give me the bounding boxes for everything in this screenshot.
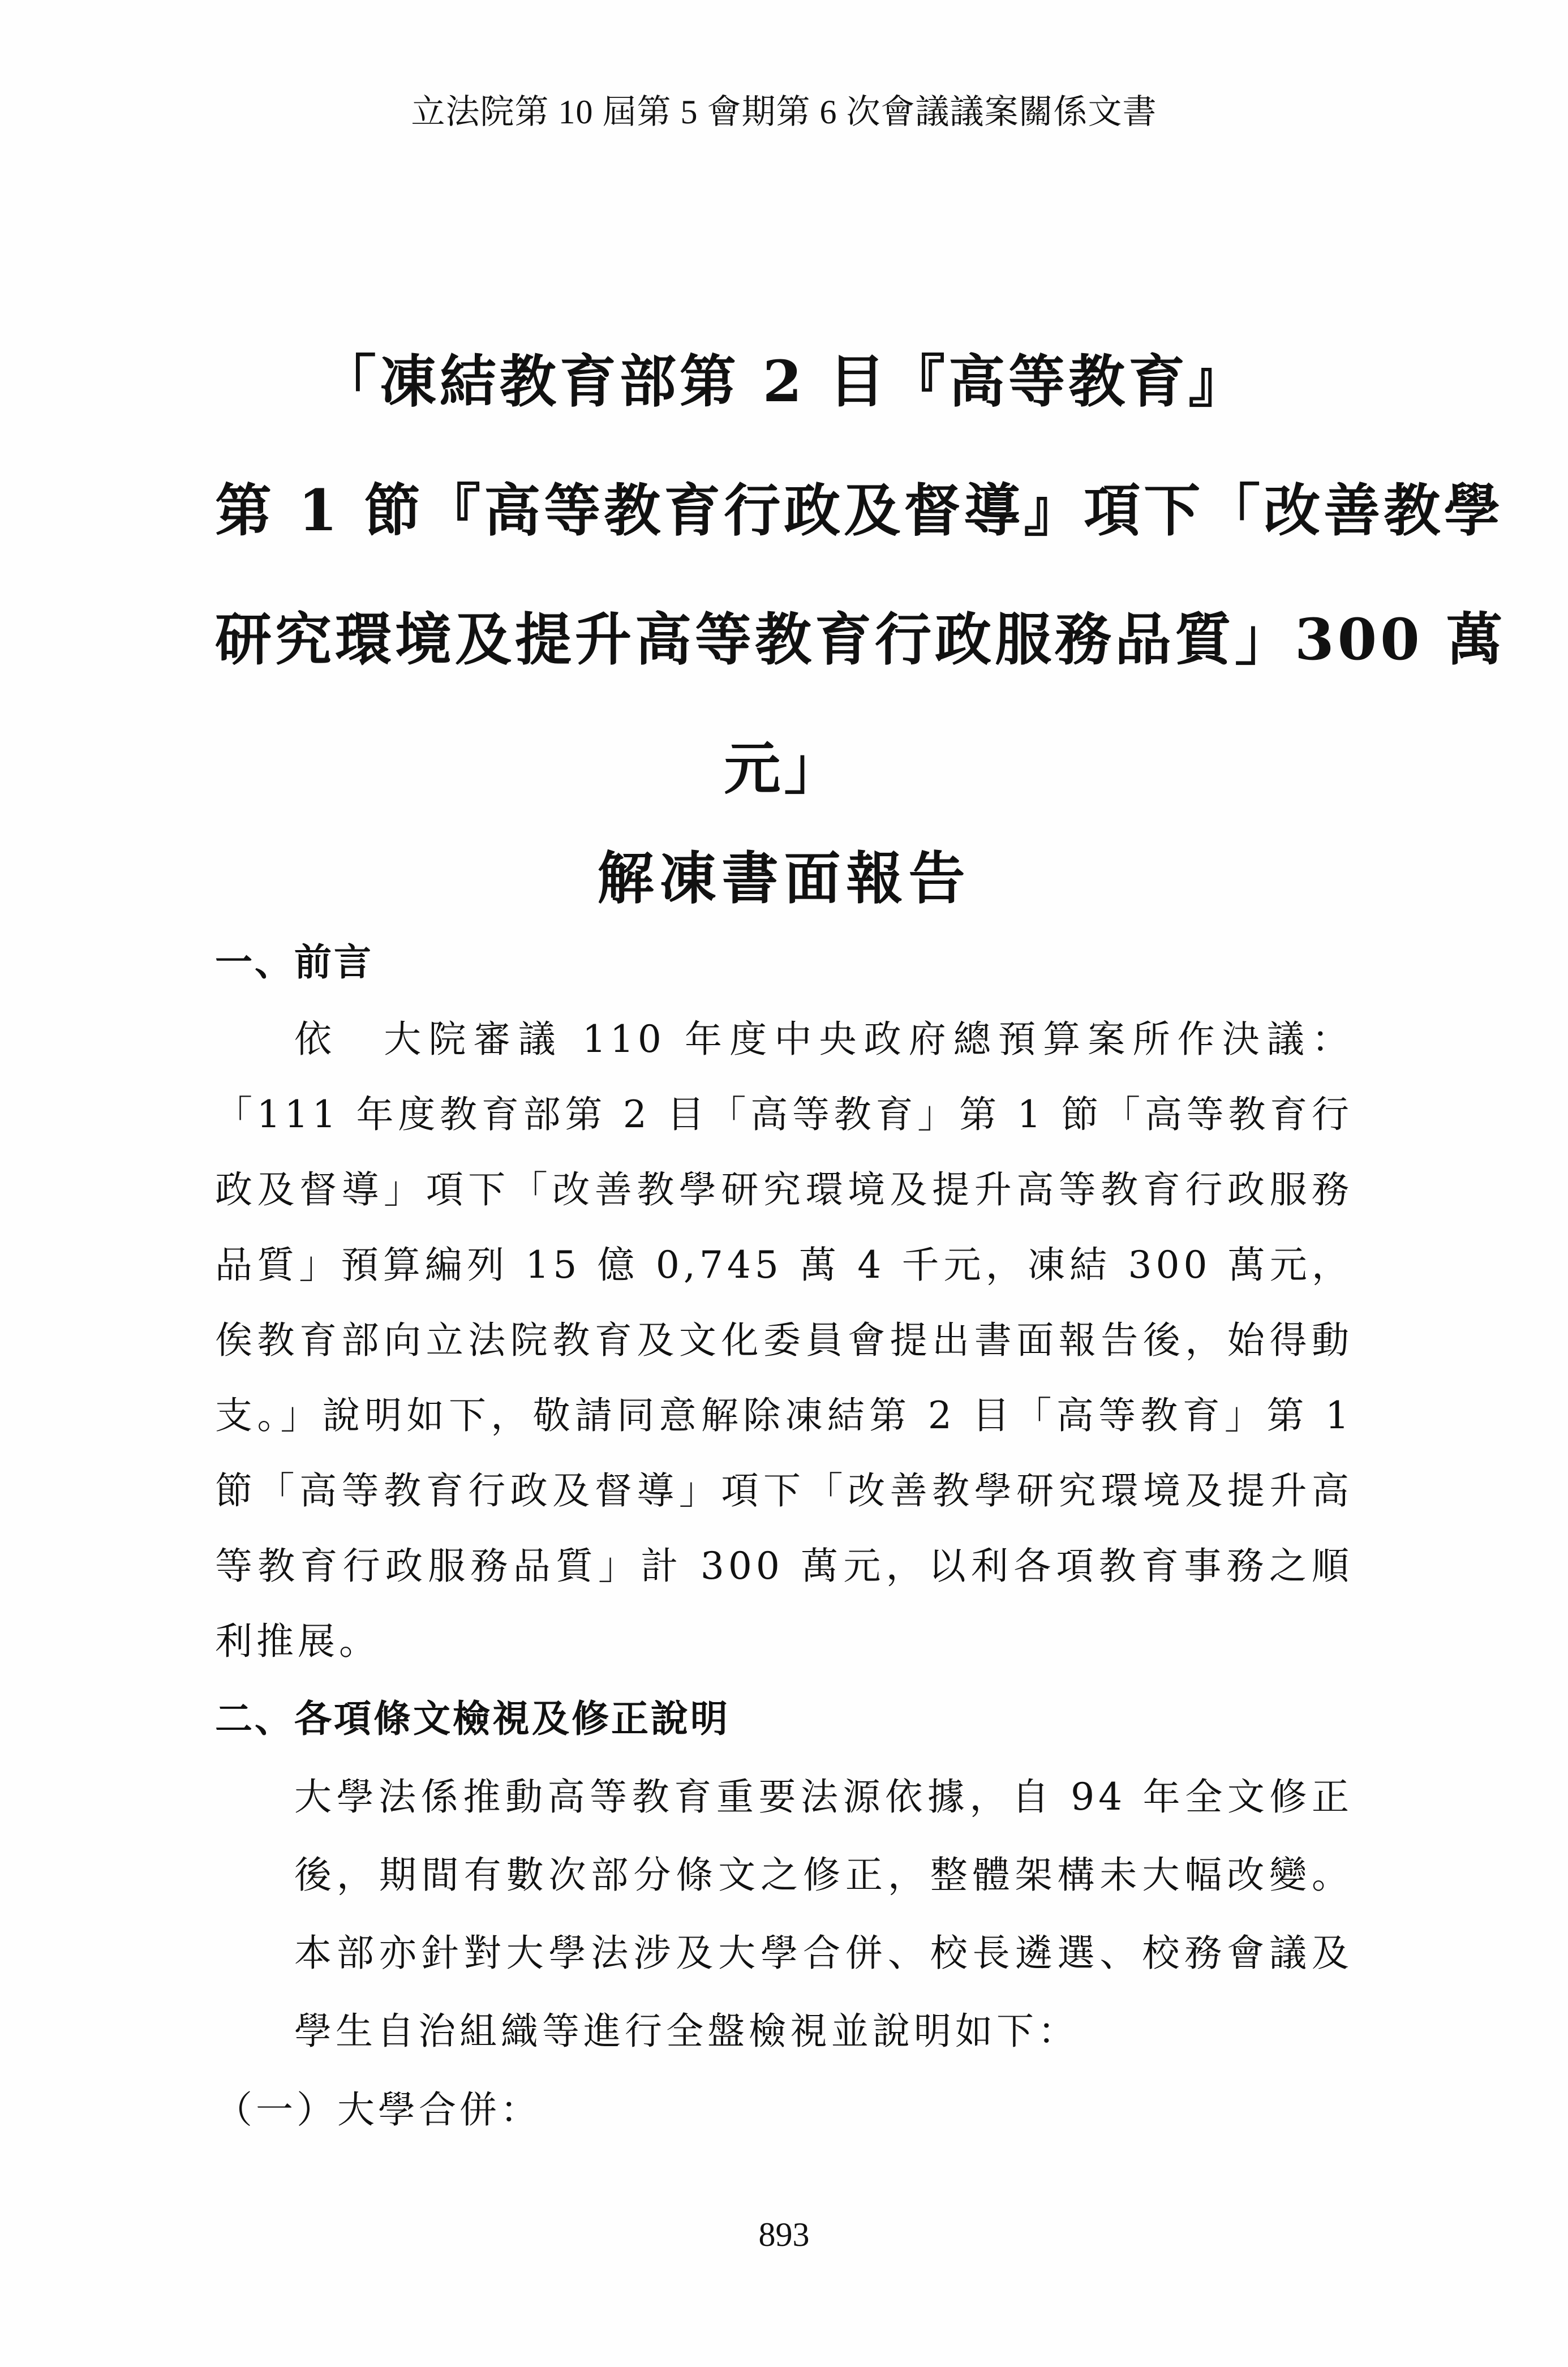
page-number: 893 <box>758 2216 810 2253</box>
section-paragraph-review: 大學法係推動高等教育重要法源依據，自 94 年全文修正後，期間有數次部分條文之修正，整體架構未大幅改變。本部亦針對大學法涉及大學合併、校長遴選、校務會議及學生自治組織等進行全盤檢視並說明如下： <box>294 1775 1353 2053</box>
document-body <box>215 922 1353 2150</box>
section-paragraph-preface: 依 大院審議 110 年度中央政府總預算案所作決議：「111 年度教育部第 2 目「高等教育」第 1 節「高等教育行政及督導」項下「改善教學研究環境及提升高等教育行政服務品質」預算編列 15 億 0,745 萬 4 千元，凍結 300 萬元，俟教育部向立法院教育及文化委員會提出書面報告後，始得動支。」說明如下，敬請同意解除凍結第 2 目「高等教育」第 1 節「高等教育行政及督導」項下「改善教學研究環境及提升高等教育行政服務品質」計 300 萬元，以利各項教育事務之順利推展。 <box>215 1017 1353 1663</box>
title-line-4: 元」 <box>724 735 844 802</box>
section-heading-review: 二、各項條文檢視及修正說明 <box>215 1696 730 1741</box>
subsection-heading-merger: （一）大學合併： <box>215 2088 541 2132</box>
section-heading-preface: 一、前言 <box>215 940 373 984</box>
title-line-3: 研究環境及提升高等教育行政服務品質」300 萬 <box>215 606 1506 673</box>
document-subtitle: 解凍書面報告 <box>597 845 971 912</box>
title-line-1: 「凍結教育部第 2 目『高等教育』 <box>319 348 1249 415</box>
title-line-2: 第 1 節『高等教育行政及督導』項下「改善教學 <box>215 477 1504 544</box>
document-title <box>215 317 1506 935</box>
running-header: 立法院第 10 屆第 5 會期第 6 次會議議案關係文書 <box>411 93 1157 131</box>
